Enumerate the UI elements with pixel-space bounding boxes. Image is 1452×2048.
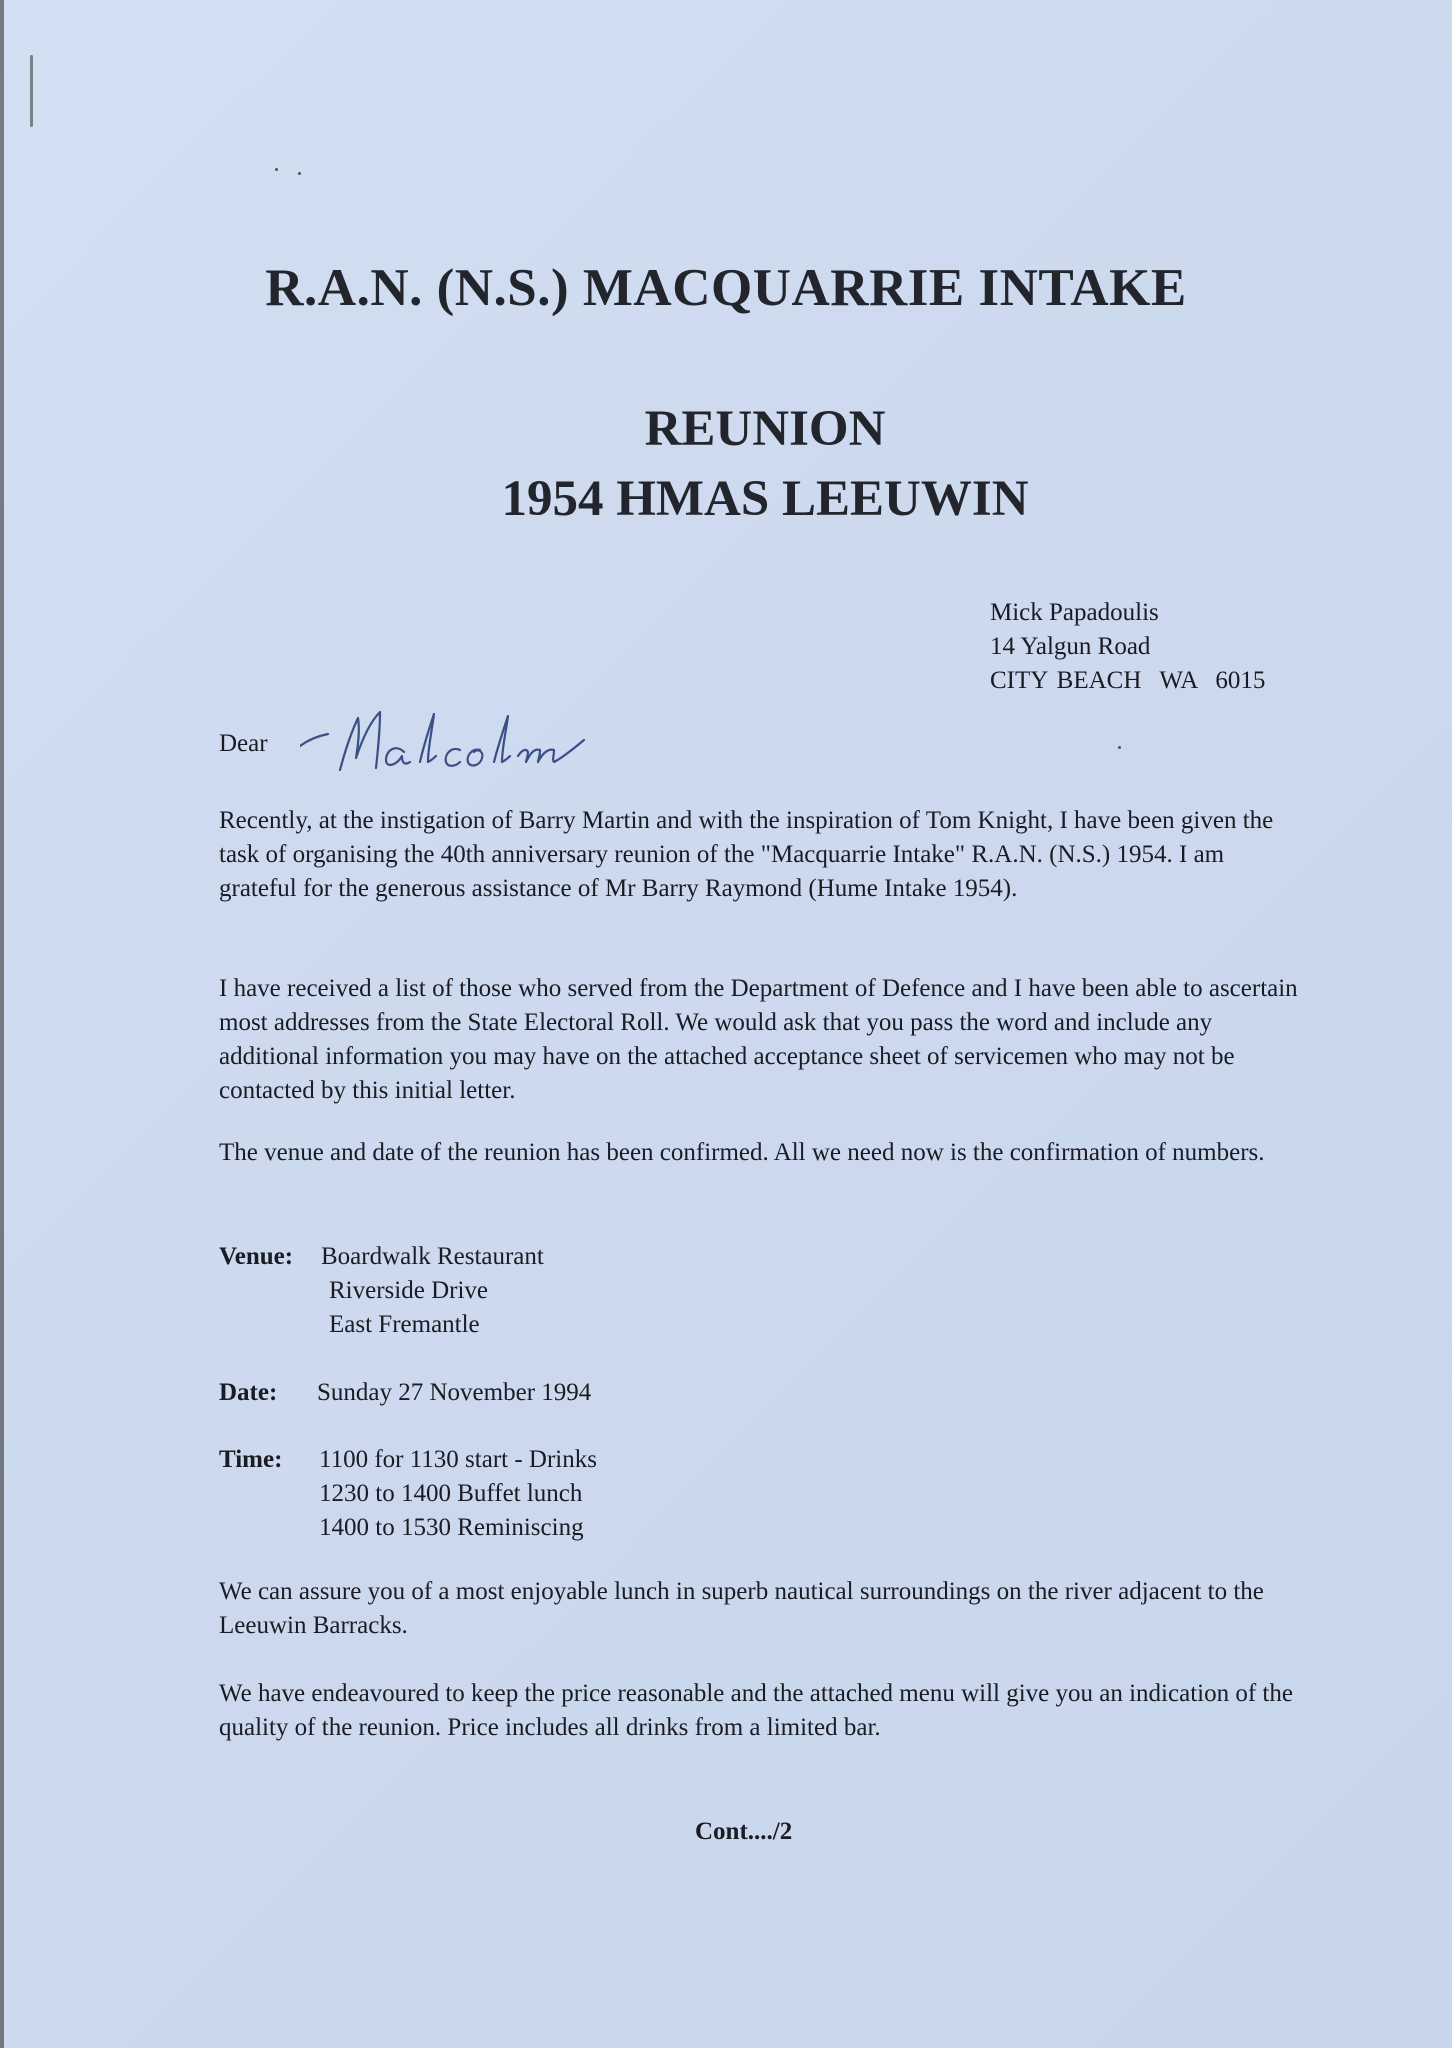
paper-speck <box>1118 746 1121 749</box>
letter-title: R.A.N. (N.S.) MACQUARRIE INTAKE <box>265 259 1187 317</box>
body-paragraph-5: We have endeavoured to keep the price reasonable and the attached menu will give you an indication of the quality of the reunion. Price includes all drinks from a limited bar. <box>219 1680 1293 1741</box>
sender-name: Mick Papadoulis <box>990 599 1159 626</box>
body-paragraph-3: The venue and date of the reunion has been confirmed. All we need now is the confirmation of numbers. <box>219 1139 1265 1166</box>
time-line: 1100 for 1130 start - Drinks <box>319 1446 597 1473</box>
venue-label: Venue: <box>219 1243 294 1270</box>
sender-city: CITY BEACH WA 6015 <box>990 667 1266 694</box>
continuation-marker: Cont..../2 <box>695 1818 793 1845</box>
time-label: Time: <box>219 1446 283 1473</box>
time-line: 1230 to 1400 Buffet lunch <box>319 1480 583 1507</box>
date-label: Date: <box>219 1379 278 1406</box>
venue-line: Riverside Drive <box>329 1277 488 1304</box>
body-paragraph-1: Recently, at the instigation of Barry Martin and with the inspiration of Tom Knight, I have been given the task of organising the 40th anniversary reunion of the "Macquarrie Intake" R.A.N. (N.S.) 1954. I am grateful for the generous assistance of Mr Barry Raymond (Hume Intake 1954). <box>219 807 1274 902</box>
sender-street: 14 Yalgun Road <box>990 633 1151 660</box>
handwritten-name-graphic <box>300 700 630 780</box>
letter-subtitle-event: 1954 HMAS LEEUWIN <box>501 471 1029 527</box>
letter-subtitle-reunion: REUNION <box>644 401 886 457</box>
body-paragraph-2: I have received a list of those who served from the Department of Defence and I have been able to ascertain most addresses from the State Electoral Roll. We would ask that you pass the word and include any additional information you may have on the attached acceptance sheet of servicemen who may not be contacted by this initial letter. <box>219 975 1298 1104</box>
body-paragraph-4: We can assure you of a most enjoyable lunch in superb nautical surroundings on the river adjacent to the Leeuwin Barracks. <box>219 1578 1264 1639</box>
paper-speck <box>298 172 301 175</box>
handwritten-name <box>300 700 630 785</box>
venue-line: Boardwalk Restaurant <box>321 1243 544 1270</box>
staple-mark <box>30 55 33 127</box>
venue-line: East Fremantle <box>329 1311 480 1338</box>
time-line: 1400 to 1530 Reminiscing <box>319 1514 584 1541</box>
salutation-greeting: Dear <box>219 730 268 757</box>
date-value: Sunday 27 November 1994 <box>317 1379 592 1406</box>
sender-address <box>990 596 1265 698</box>
paper-speck <box>275 168 278 171</box>
